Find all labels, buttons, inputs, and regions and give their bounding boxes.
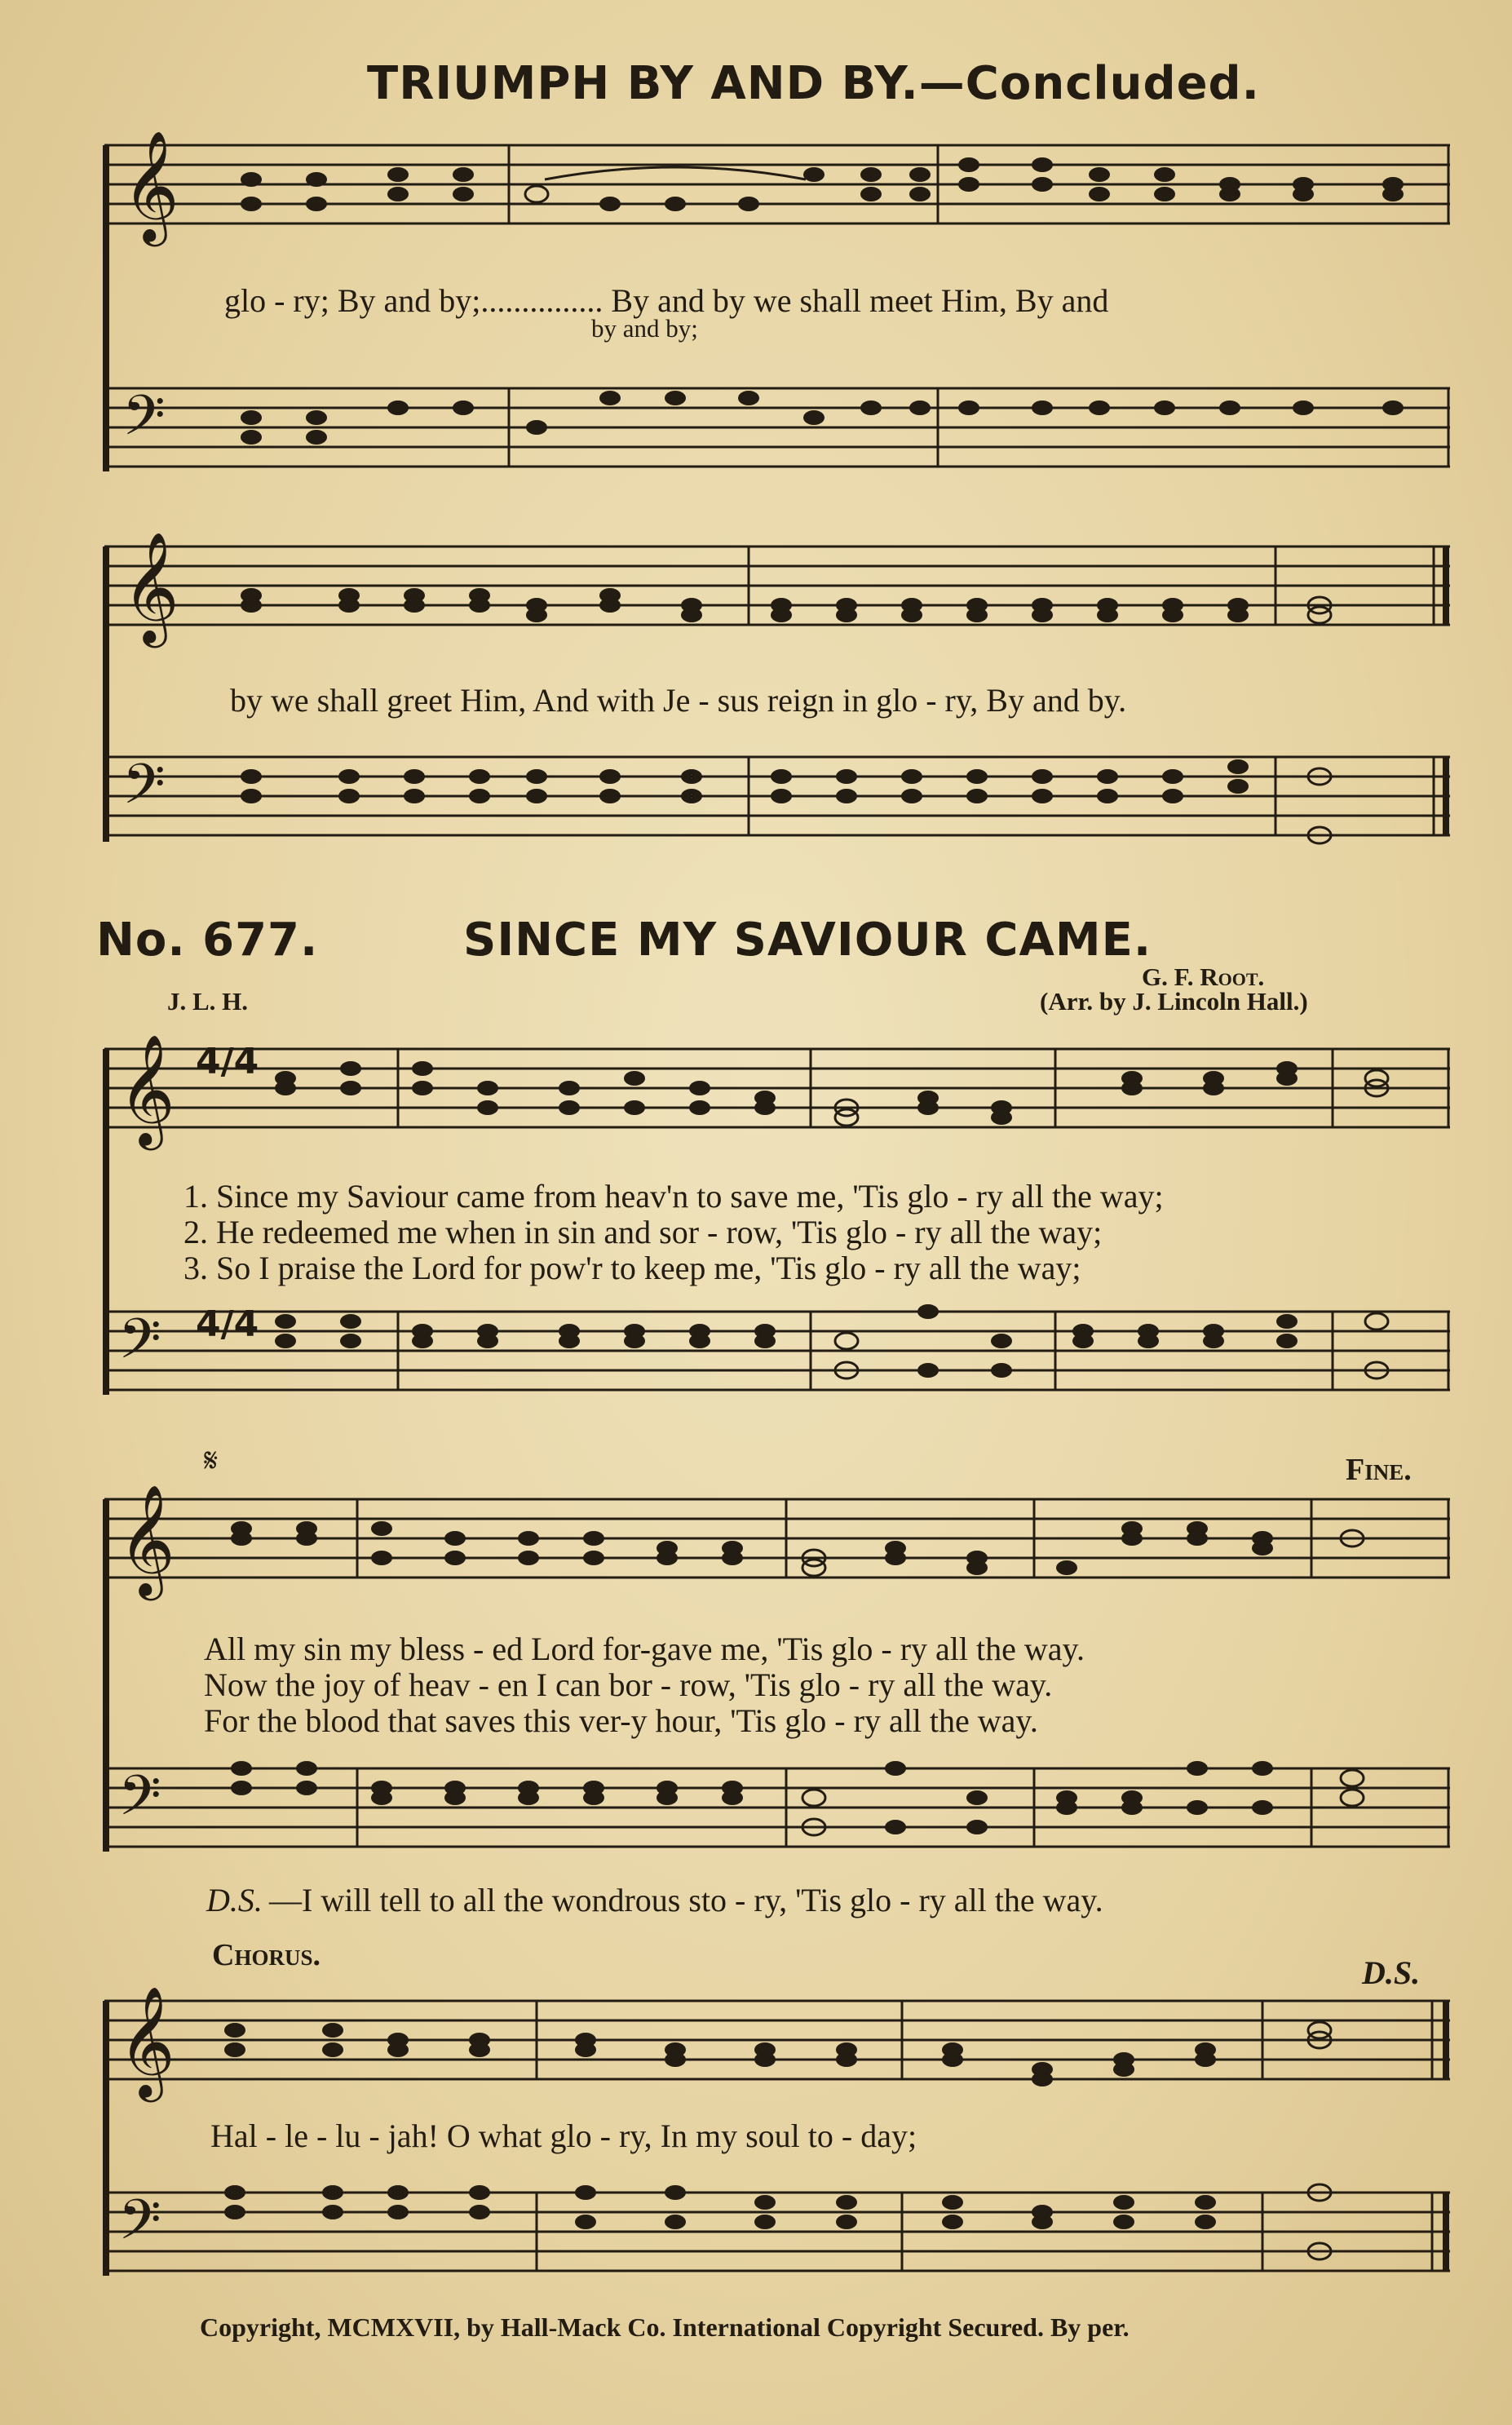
sub-lyric: by and by; xyxy=(591,314,698,343)
system-brace xyxy=(103,547,109,842)
bass-staff xyxy=(104,750,1450,848)
system-brace xyxy=(103,2001,109,2276)
treble-clef-icon: 𝄞 xyxy=(118,1985,175,2097)
verse-line-2: Now the joy of heav - en I can bor - row, 'Tis glo - ry all the way. xyxy=(204,1666,1053,1703)
verse-line-1: All my sin my bless - ed Lord for-gave me, 'Tis glo - ry all the way. xyxy=(204,1631,1085,1667)
bass-staff xyxy=(104,382,1450,480)
bass-clef-icon: 𝄢 xyxy=(122,384,166,462)
ds-label: D.S. xyxy=(206,1882,263,1918)
hymn-title: SINCE MY SAVIOUR CAME. xyxy=(463,914,1152,967)
segno-icon: 𝄋 xyxy=(204,1442,219,1480)
bass-staff xyxy=(104,2186,1450,2284)
treble-staff xyxy=(104,1483,1450,1595)
chorus-label: Chorus. xyxy=(212,1938,321,1972)
bass-clef-icon: 𝄢 xyxy=(118,1764,161,1842)
verse-line-1: 1. Since my Saviour came from heav'n to save me, 'Tis glo - ry all the way; xyxy=(183,1178,1164,1215)
bass-clef-icon: 𝄢 xyxy=(118,1308,161,1385)
bass-staff xyxy=(104,1305,1450,1403)
hymn-number: No. 677. xyxy=(96,914,319,967)
treble-staff xyxy=(104,530,1450,643)
time-signature: 4/4 xyxy=(196,1303,259,1345)
chorus-lyric: Hal - le - lu - jah! O what glo - ry, In my soul to - day; xyxy=(210,2117,917,2154)
treble-clef-icon: 𝄞 xyxy=(118,1483,175,1595)
system-brace xyxy=(103,145,109,471)
treble-clef-icon: 𝄞 xyxy=(122,530,179,643)
composer: G. F. Root. xyxy=(1142,962,1265,991)
verse-line-3: 3. So I praise the Lord for pow'r to keep me, 'Tis glo - ry all the way; xyxy=(183,1250,1081,1286)
words-author: J. L. H. xyxy=(167,987,249,1016)
system-brace xyxy=(103,1499,109,1852)
treble-staff xyxy=(104,1985,1450,2097)
hymn-title: TRIUMPH BY AND BY.—Concluded. xyxy=(367,57,1260,110)
ds-line: —I will tell to all the wondrous sto - ry, 'Tis glo - ry all the way. xyxy=(269,1882,1103,1918)
lyric-line: by we shall greet Him, And with Je - sus reign in glo - ry, By and by. xyxy=(230,682,1127,719)
bass-staff xyxy=(104,1762,1450,1860)
lyric-line: glo - ry; By and by;............... By and by we shall meet Him, By and xyxy=(224,282,1109,319)
system-brace xyxy=(103,1049,109,1395)
treble-staff xyxy=(104,129,1450,241)
time-signature: 4/4 xyxy=(196,1041,259,1082)
treble-clef-icon: 𝄞 xyxy=(118,1033,175,1145)
bass-clef-icon: 𝄢 xyxy=(118,2188,161,2266)
treble-clef-icon: 𝄞 xyxy=(122,129,179,241)
copyright-footer: Copyright, MCMXVII, by Hall-Mack Co. International Copyright Secured. By per. xyxy=(200,2312,1130,2342)
arranger: (Arr. by J. Lincoln Hall.) xyxy=(1040,987,1308,1016)
treble-staff xyxy=(104,1033,1450,1145)
verse-line-2: 2. He redeemed me when in sin and sor - row, 'Tis glo - ry all the way; xyxy=(183,1214,1103,1250)
fine-mark: Fine. xyxy=(1346,1453,1412,1487)
ds-mark: D.S. xyxy=(1362,1954,1421,1991)
verse-line-3: For the blood that saves this ver-y hour, 'Tis glo - ry all the way. xyxy=(204,1702,1038,1739)
bass-clef-icon: 𝄢 xyxy=(122,753,166,830)
